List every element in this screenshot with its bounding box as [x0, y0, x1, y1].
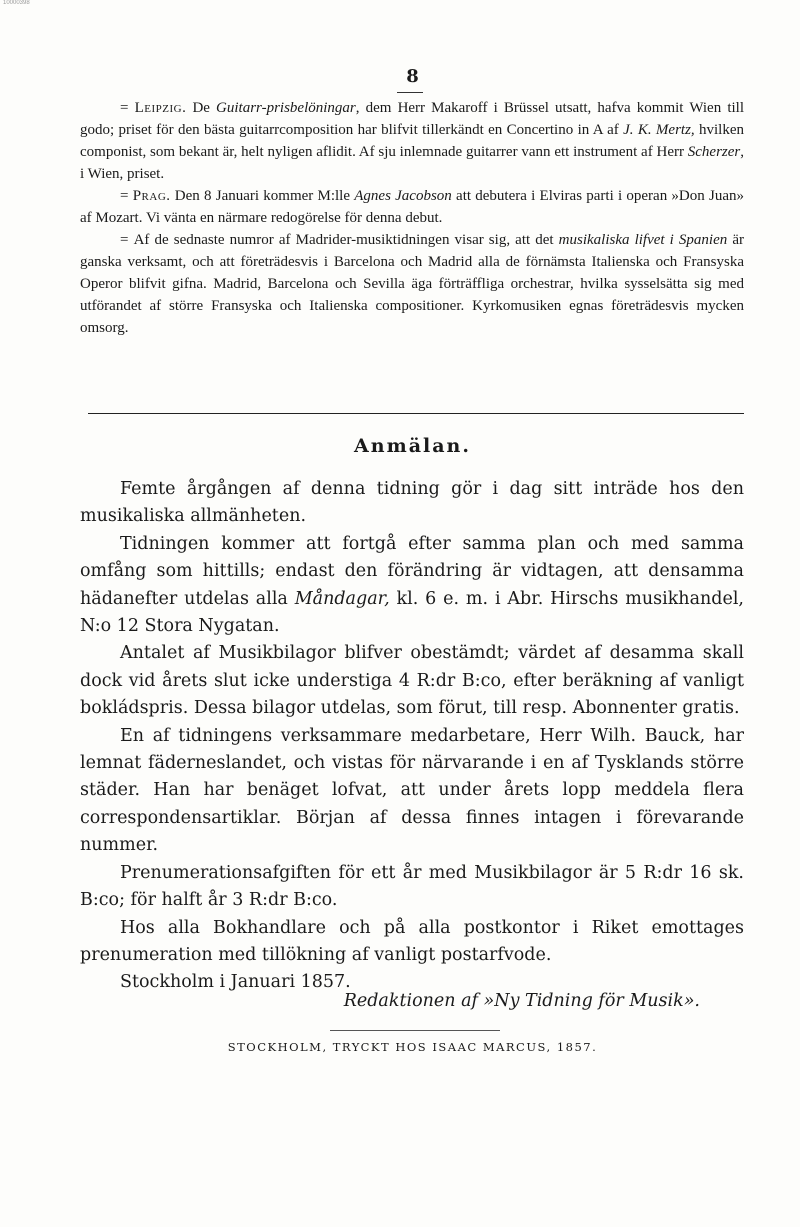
- text-run: Femte årgången af denna tidning gör i dag sitt inträde hos den musikaliska allmänheten.: [80, 479, 744, 527]
- announcement-paragraph: [80, 476, 744, 531]
- news-item-prag: [80, 185, 744, 229]
- corner-mark: 10000398: [3, 0, 30, 6]
- news-item-leipzig: [80, 97, 744, 185]
- signature: Redaktionen af »Ny Tidning för Musik».: [343, 991, 700, 1011]
- news-location: Leipzig.: [134, 100, 187, 116]
- announcement-body: [80, 476, 744, 997]
- printer-imprint: STOCKHOLM, TRYCKT HOS ISAAC MARCUS, 1857.: [227, 1040, 598, 1054]
- page-number-rule: [397, 92, 423, 93]
- text-run: Af de sednaste numror af Madrider-musiktidningen visar sig, att det: [133, 232, 559, 248]
- text-run: Prenumerationsafgiften för ett år med Musikbilagor är 5 R:dr 16 sk. B:co; för halft år 3 R:dr B:co.: [80, 862, 744, 911]
- text-run: , i Wien, priset.: [80, 144, 744, 182]
- dash-mark: =: [120, 100, 135, 116]
- announcement-paragraph: [80, 640, 744, 722]
- announcement-paragraph: [80, 531, 744, 641]
- text-run-italic: J. K. Mertz,: [623, 122, 695, 138]
- text-run-italic: musikaliska lifvet i Spanien: [558, 232, 728, 248]
- section-divider: [88, 413, 744, 414]
- text-run: Antalet af Musikbilagor blifver obestämdt; värdet af desamma skall dock vid årets slut icke understiga 4 R:dr B:co, efter beräkning af vanligt bokládspris. Dessa bilagor utdelas, som förut, till resp. Abonnenter gratis.: [80, 643, 744, 719]
- text-run: De: [186, 100, 217, 116]
- text-run-italic: Scherzer: [687, 144, 741, 160]
- dash-mark: =: [120, 232, 134, 248]
- text-run: att debutera i Elviras parti i operan »Don Juan» af Mozart. Vi vänta en närmare redogörelse för denna debut.: [80, 188, 744, 226]
- text-run: kl. 6 e. m. i Abr. Hirschs musikhandel, N:o 12 Stora Nygatan.: [80, 588, 744, 637]
- text-run: är ganska verksamt, och att företrädesvis i Barcelona och Madrid alla de förnämsta Italienska och Fransyska Operor blifvit gifna. Madrid, Barcelona och Sevilla äga förträffliga orchestrar, hvilka sysselsätta sig med utförandet af större Fransyska och Italienska compositioner. Kyrkomusiken egnas företrädesvis mycken omsorg.: [80, 232, 745, 336]
- announcement-heading: Anmälan.: [354, 435, 471, 457]
- text-run: Den 8 Januari kommer M:lle: [170, 188, 355, 204]
- text-run: En af tidningens verksammare medarbetare, Herr Wilh. Bauck, har lemnat fäderneslandet, och vistas för närvarande i en af Tysklands större städer. Han har benäget lofvat, att under årets lopp meddela flera correspondensartiklar. Början af dessa finnes intagen i förevarande nummer.: [80, 725, 744, 856]
- news-item-spain: [80, 229, 744, 339]
- text-run-italic: Guitarr-prisbelöningar: [216, 100, 356, 116]
- printer-rule: [330, 1030, 500, 1031]
- page-number: 8: [406, 66, 419, 87]
- dash-mark: =: [120, 188, 133, 204]
- news-location: Prag.: [132, 188, 171, 204]
- text-run-italic: Agnes Jacobson: [354, 188, 452, 204]
- text-run: Tidningen kommer att fortgå efter samma plan och med samma omfång som hittills; endast den förändring är vidtagen, att densamma hädanefter utdelas alla: [80, 533, 744, 609]
- news-section: [80, 97, 744, 339]
- text-run-italic: Måndagar,: [294, 588, 390, 609]
- text-run: Hos alla Bokhandlare och på alla postkontor i Riket emottages prenumeration med tillökning af vanligt postarfvode.: [80, 917, 744, 965]
- announcement-paragraph: [80, 860, 744, 915]
- announcement-paragraph: [80, 723, 744, 860]
- text-run: , dem Herr Makaroff i Brüssel utsatt, hafva kommit Wien till godo; priset för den bästa guitarrcomposition har blifvit tillerkändt en Concertino in A af: [80, 100, 744, 138]
- announcement-paragraph: [80, 915, 744, 970]
- text-run: hvilken componist, som bekant är, helt nyligen aflidit. Af sju inlemnade guitarrer vann ett instrument af Herr: [80, 122, 744, 160]
- text-run: Stockholm i Januari 1857.: [120, 972, 351, 993]
